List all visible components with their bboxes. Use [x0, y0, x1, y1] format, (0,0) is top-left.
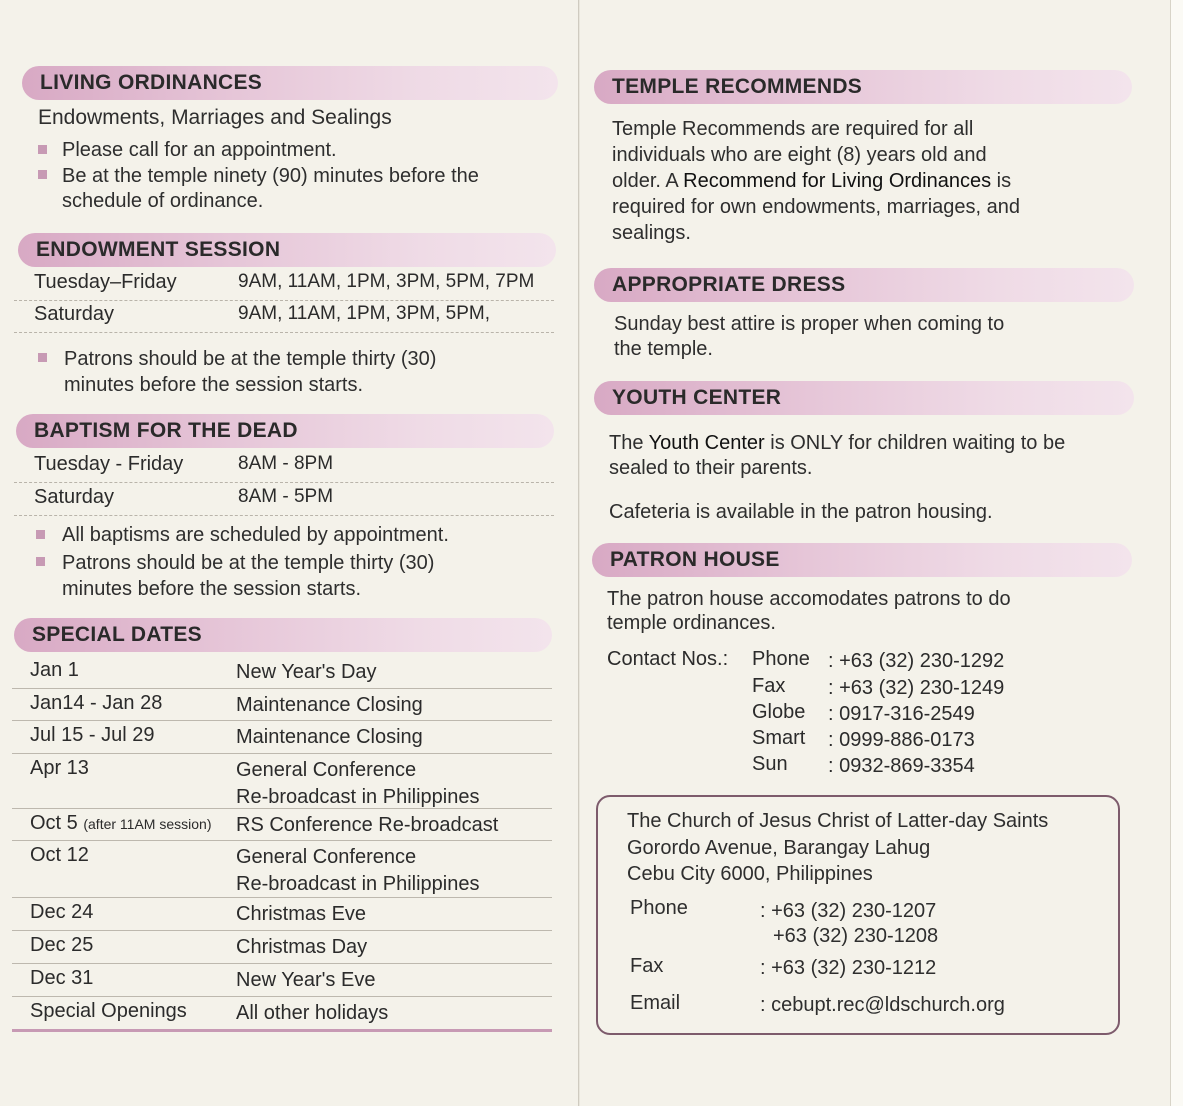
- temple-recommends-title: TEMPLE RECOMMENDS: [612, 75, 863, 98]
- baptism-row-weekday: [14, 450, 554, 483]
- special-date: Apr 13: [30, 757, 89, 779]
- bullet-icon: [36, 530, 45, 539]
- contact-number: : 0999-886-0173: [828, 729, 975, 751]
- special-date-row: [12, 840, 552, 898]
- schedule-day: Tuesday–Friday: [34, 271, 177, 293]
- recommends-line-1: Temple Recommends are required for all: [612, 118, 974, 140]
- bullet-icon: [38, 170, 47, 179]
- special-event: New Year's Day: [236, 661, 377, 683]
- contact-number: : +63 (32) 230-1249: [828, 677, 1005, 699]
- schedule-times: 8AM - 5PM: [238, 486, 334, 507]
- special-date-row: [12, 930, 552, 964]
- special-date: Jul 15 - Jul 29: [30, 724, 155, 746]
- special-event: Christmas Day: [236, 936, 368, 958]
- youth-line-1c: is ONLY for children waiting to be: [764, 432, 1066, 454]
- special-event: Maintenance Closing: [236, 694, 423, 716]
- contact-type: Sun: [752, 753, 788, 775]
- special-date-row: [12, 753, 552, 809]
- contact-number: : 0932-869-3354: [828, 755, 975, 777]
- living-bullet-1: Please call for an appointment.: [62, 139, 337, 161]
- special-event-line-2: Re-broadcast in Philippines: [236, 786, 480, 808]
- baptism-title: BAPTISM FOR THE DEAD: [34, 419, 298, 442]
- endowment-row-weekday: [14, 268, 554, 301]
- special-date-row: [12, 897, 552, 931]
- endowment-session-title: ENDOWMENT SESSION: [36, 238, 281, 261]
- contact-label: Contact Nos.:: [607, 648, 729, 670]
- living-ordinances-title: LIVING ORDINANCES: [40, 71, 263, 94]
- special-dates-header: [14, 618, 552, 652]
- appropriate-dress-header: [594, 268, 1134, 302]
- endowment-note-line-2: minutes before the session starts.: [64, 374, 364, 396]
- special-date-row: [12, 963, 552, 997]
- endowment-session-header: [18, 233, 556, 267]
- special-dates-title: SPECIAL DATES: [32, 623, 202, 646]
- contact-type: Phone: [752, 648, 810, 670]
- special-event: [236, 844, 479, 898]
- appropriate-dress-title: APPROPRIATE DRESS: [612, 273, 846, 296]
- contact-type: Fax: [752, 675, 786, 697]
- special-event: Maintenance Closing: [236, 726, 423, 748]
- patron-house-title: PATRON HOUSE: [610, 548, 780, 571]
- cafeteria-line: Cafeteria is available in the patron housing.: [609, 501, 993, 523]
- recommends-line-2: individuals who are eight (8) years old and: [612, 144, 987, 166]
- schedule-day: Saturday: [34, 486, 115, 508]
- address-line-2: Gorordo Avenue, Barangay Lahug: [627, 837, 931, 859]
- special-date-row: [12, 688, 552, 721]
- bullet-icon: [38, 145, 47, 154]
- contact-type: Smart: [752, 727, 806, 749]
- special-event: All other holidays: [236, 1002, 389, 1024]
- patron-line-1: The patron house accomodates patrons to do: [607, 588, 1011, 610]
- endowment-row-saturday: [14, 300, 554, 333]
- living-bullet-2-cont: schedule of ordinance.: [62, 190, 264, 212]
- youth-line-1a: The: [609, 432, 649, 454]
- youth-center-header: [594, 381, 1134, 415]
- special-date-row: [12, 655, 552, 689]
- special-date: Jan 1: [30, 659, 79, 681]
- page-edge: [1170, 0, 1183, 1106]
- special-date: Oct 12: [30, 844, 89, 866]
- dress-line-1: Sunday best attire is proper when coming to: [614, 313, 1005, 335]
- special-event: RS Conference Re-broadcast: [236, 814, 499, 836]
- special-date: Dec 31: [30, 967, 94, 989]
- address-phone-label: Phone: [630, 897, 688, 919]
- address-fax-label: Fax: [630, 955, 664, 977]
- recommends-line-3a: older. A: [612, 170, 684, 192]
- living-bullet-2: Be at the temple ninety (90) minutes before the: [62, 165, 479, 187]
- endowment-note-line-1: Patrons should be at the temple thirty (30): [64, 348, 437, 370]
- special-date-note: (after 11AM session): [83, 816, 212, 832]
- special-date-row: [12, 720, 552, 754]
- bullet-icon: [38, 353, 47, 362]
- living-ordinances-header: [22, 66, 558, 100]
- schedule-day: Tuesday - Friday: [34, 453, 184, 475]
- youth-line-2: sealed to their parents.: [609, 457, 813, 479]
- address-line-3: Cebu City 6000, Philippines: [627, 863, 873, 885]
- special-date: Dec 24: [30, 901, 94, 923]
- address-email: : cebupt.rec@ldschurch.org: [760, 994, 1005, 1016]
- recommends-line-5: sealings.: [612, 222, 691, 244]
- special-date-row: [12, 996, 552, 1032]
- special-date: Special Openings: [30, 1000, 187, 1022]
- special-date: Jan14 - Jan 28: [30, 692, 163, 714]
- schedule-day: Saturday: [34, 303, 115, 325]
- special-date: [30, 812, 211, 835]
- patron-house-header: [592, 543, 1132, 577]
- special-event-line-2: Re-broadcast in Philippines: [236, 873, 480, 895]
- address-phone-1: : +63 (32) 230-1207: [760, 900, 937, 922]
- address-fax: : +63 (32) 230-1212: [760, 957, 937, 979]
- special-event: New Year's Eve: [236, 969, 376, 991]
- address-line-1: The Church of Jesus Christ of Latter-day Saints: [627, 810, 1049, 832]
- contact-number: : 0917-316-2549: [828, 703, 975, 725]
- baptism-row-saturday: [14, 483, 554, 516]
- recommend-living-ordinances: Recommend for Living Ordinances: [683, 170, 992, 192]
- special-date-row: [12, 808, 552, 841]
- special-event-line-1: General Conference: [236, 759, 417, 781]
- address-phone-2: +63 (32) 230-1208: [773, 925, 939, 947]
- youth-center-name: Youth Center: [648, 432, 765, 454]
- baptism-bullet-2-line-1: Patrons should be at the temple thirty (30): [62, 552, 435, 574]
- baptism-bullet-1: All baptisms are scheduled by appointment.: [62, 524, 449, 546]
- youth-center-title: YOUTH CENTER: [612, 386, 782, 409]
- recommends-line-4: required for own endowments, marriages, and: [612, 196, 1020, 218]
- patron-line-2: temple ordinances.: [607, 612, 776, 634]
- recommends-line-3: [612, 168, 1011, 194]
- baptism-bullet-2-line-2: minutes before the session starts.: [62, 578, 362, 600]
- dress-line-2: the temple.: [614, 338, 713, 360]
- schedule-times: 8AM - 8PM: [238, 453, 334, 474]
- schedule-times: 9AM, 11AM, 1PM, 3PM, 5PM, 7PM: [238, 271, 535, 292]
- special-event: Christmas Eve: [236, 903, 367, 925]
- special-date-label: Oct 5: [30, 812, 78, 834]
- contact-type: Globe: [752, 701, 806, 723]
- special-date: Dec 25: [30, 934, 94, 956]
- youth-line-1: [609, 430, 1065, 456]
- schedule-times: 9AM, 11AM, 1PM, 3PM, 5PM,: [238, 303, 491, 324]
- special-event-line-1: General Conference: [236, 846, 417, 868]
- temple-recommends-header: [594, 70, 1132, 104]
- baptism-header: [16, 414, 554, 448]
- special-event: [236, 757, 479, 811]
- bullet-icon: [36, 557, 45, 566]
- living-ordinances-subtitle: Endowments, Marriages and Sealings: [38, 106, 392, 129]
- contact-number: : +63 (32) 230-1292: [828, 650, 1005, 672]
- recommends-line-3c: is: [991, 170, 1012, 192]
- address-email-label: Email: [630, 992, 681, 1014]
